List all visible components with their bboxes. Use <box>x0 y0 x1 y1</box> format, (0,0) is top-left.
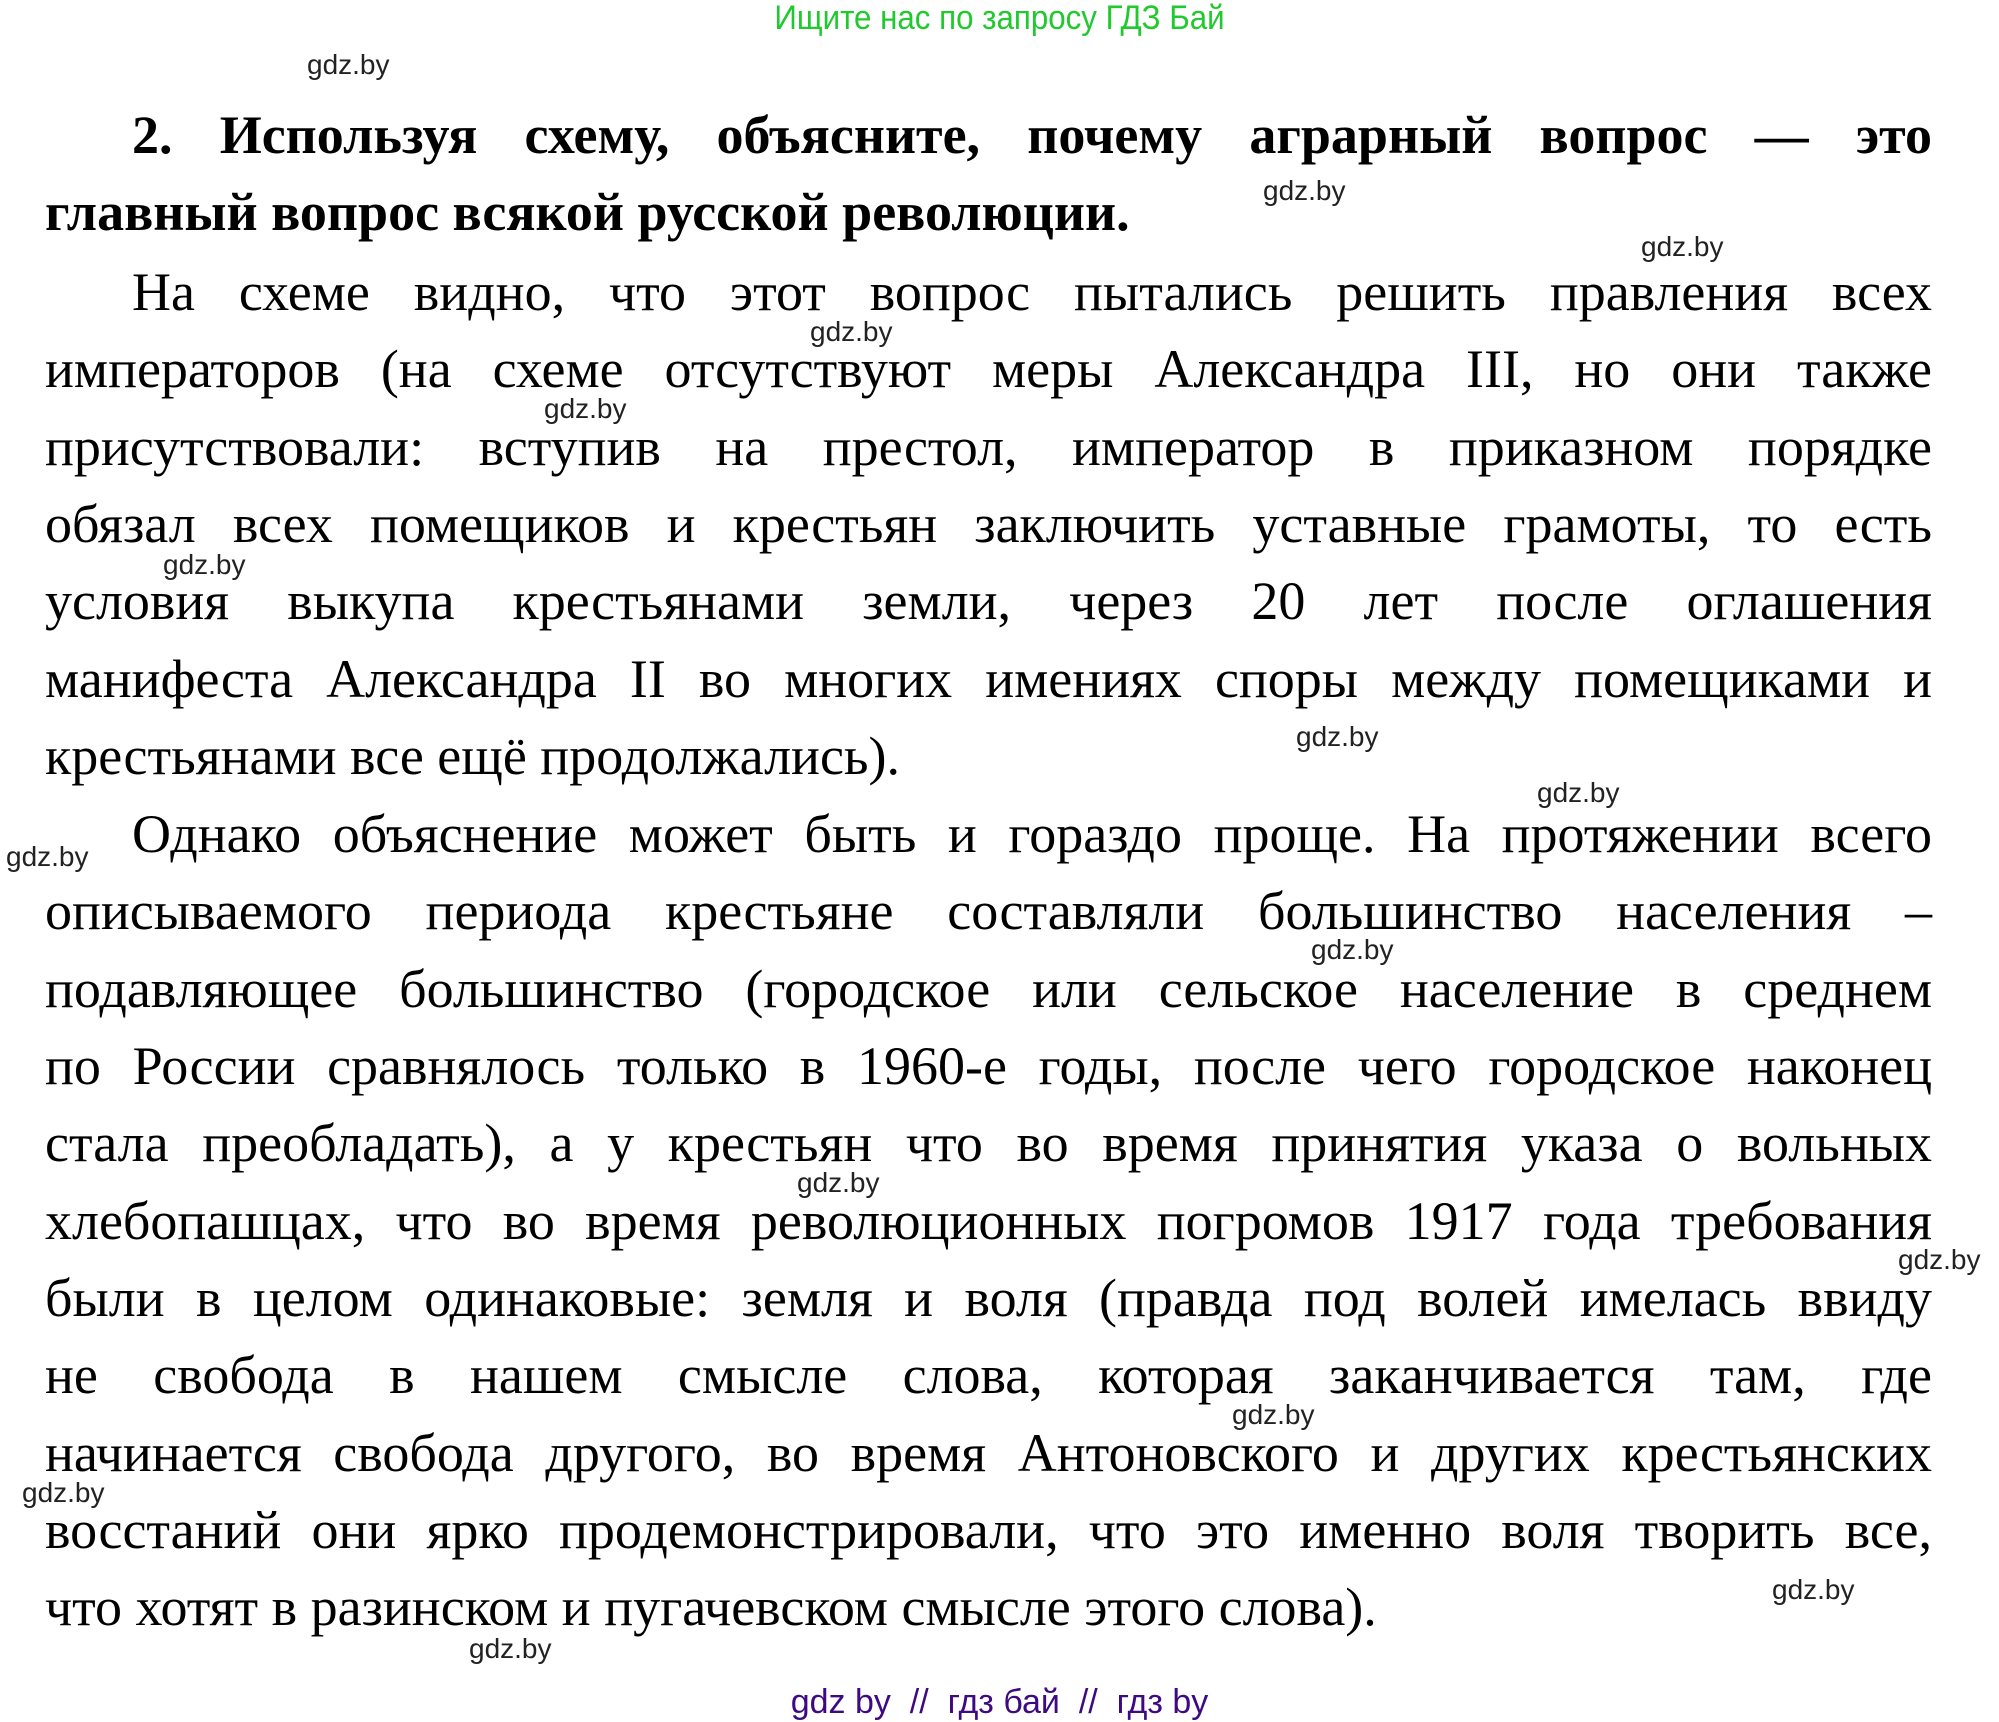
watermark: gdz.by <box>810 316 893 347</box>
text-line: подавляющее большинство (городское или сельское население в среднем <box>45 959 1932 1019</box>
text-line: На схеме видно, что этот вопрос пытались решить правления всех <box>132 262 1932 322</box>
watermark: gdz.by <box>1232 1399 1315 1430</box>
text-line: восстаний они ярко продемонстрировали, что это именно воля творить все, <box>45 1500 1932 1560</box>
search-banner: Ищите нас по запросу ГДЗ Бай <box>774 0 1225 37</box>
text-line: были в целом одинаковые: земля и воля (правда под волей имелась ввиду <box>45 1268 1932 1328</box>
watermark: gdz.by <box>544 393 627 424</box>
watermark: gdz.by <box>1772 1574 1855 1605</box>
text-line: стала преобладать), а у крестьян что во время принятия указа о вольных <box>45 1113 1932 1173</box>
title-line: 2. Используя схему, объясните, почему аграрный вопрос — это <box>132 105 1932 165</box>
watermark: gdz.by <box>1311 934 1394 965</box>
watermark: gdz.by <box>1537 777 1620 808</box>
text-line: по России сравнялось только в 1960-е годы, после чего городское наконец <box>45 1036 1932 1096</box>
watermark: gdz.by <box>6 841 89 872</box>
text-line: Однако объяснение может быть и гораздо проще. На протяжении всего <box>132 804 1932 864</box>
watermark: gdz.by <box>1898 1244 1981 1275</box>
text-line: присутствовали: вступив на престол, император в приказном порядке <box>45 417 1932 477</box>
watermark: gdz.by <box>1296 721 1379 752</box>
text-line: не свобода в нашем смысле слова, которая заканчивается там, где <box>45 1345 1932 1405</box>
watermark: gdz.by <box>469 1633 552 1664</box>
watermark: gdz.by <box>797 1167 880 1198</box>
text-line: императоров (на схеме отсутствуют меры Александра III, но они также <box>45 339 1932 399</box>
text-line: описываемого периода крестьяне составляли большинство населения – <box>45 881 1932 941</box>
watermark: gdz.by <box>1641 231 1724 262</box>
text-line: начинается свобода другого, во время Антоновского и других крестьянских <box>45 1423 1932 1483</box>
text-line: обязал всех помещиков и крестьян заключить уставные грамоты, то есть <box>45 494 1932 554</box>
title-line: главный вопрос всякой русской революции. <box>45 182 1130 242</box>
watermark: gdz.by <box>22 1477 105 1508</box>
watermark: gdz.by <box>307 49 390 80</box>
text-line: хлебопашцах, что во время революционных погромов 1917 года требования <box>45 1191 1932 1251</box>
watermark: gdz.by <box>1263 175 1346 206</box>
text-line: условия выкупа крестьянами земли, через 20 лет после оглашения <box>45 571 1932 631</box>
footer-links: gdz by // гдз бай // гдз by <box>790 1683 1209 1721</box>
text-line: манифеста Александра II во многих имениях споры между помещиками и <box>45 649 1932 709</box>
text-line: что хотят в разинском и пугачевском смысле этого слова). <box>45 1577 1377 1637</box>
text-line: крестьянами все ещё продолжались). <box>45 726 901 786</box>
watermark: gdz.by <box>163 549 246 580</box>
